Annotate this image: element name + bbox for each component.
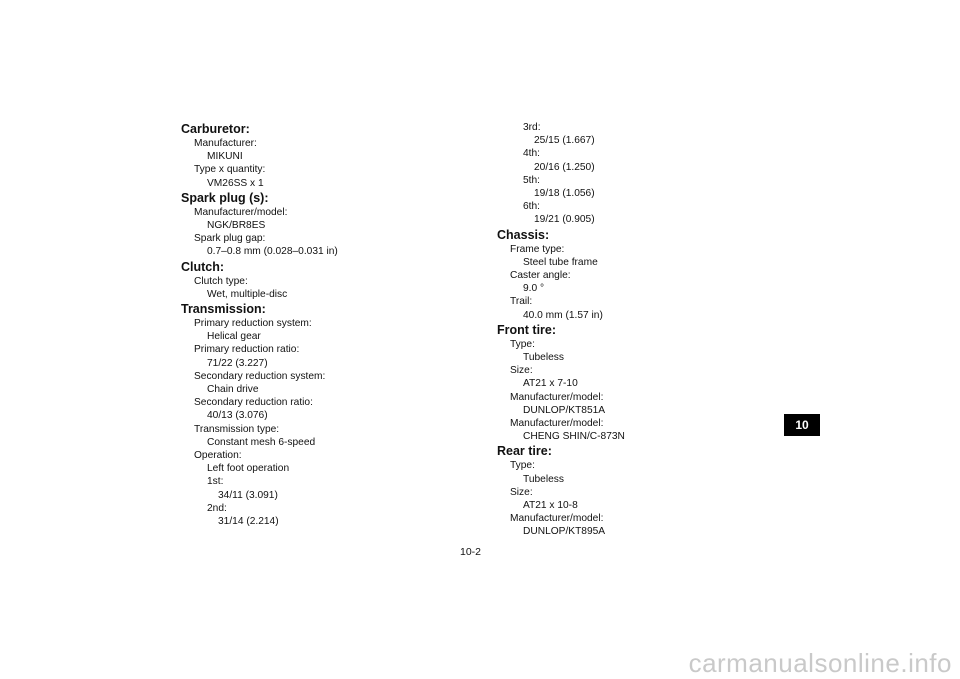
spec-label: Manufacturer/model:: [510, 513, 604, 525]
section-heading: Transmission:: [181, 302, 266, 317]
spec-value: MIKUNI: [207, 151, 243, 163]
section-heading: Clutch:: [181, 259, 225, 274]
spec-value: 25/15 (1.667): [534, 135, 595, 147]
spec-value: Helical gear: [207, 331, 261, 343]
spec-value: 6th:: [523, 201, 540, 213]
spec-value: Tubeless: [523, 473, 564, 485]
spec-value: 31/14 (2.214): [218, 516, 279, 528]
spec-label: Secondary reduction system:: [194, 370, 326, 382]
spec-value: 1st:: [207, 476, 224, 488]
spec-label: Manufacturer/model:: [510, 391, 604, 403]
spec-value: VM26SS x 1: [207, 177, 264, 189]
spec-value: CHENG SHIN/C-873N: [523, 431, 625, 443]
spec-label: Size:: [510, 486, 533, 498]
spec-value: 40.0 mm (1.57 in): [523, 309, 603, 321]
spec-value: 3rd:: [523, 122, 541, 133]
spec-value: NGK/BR8ES: [207, 220, 266, 232]
spec-label: Size:: [510, 365, 533, 377]
spec-value: 2nd:: [207, 502, 227, 514]
page-number: 10-2: [460, 546, 482, 558]
spec-value: 34/11 (3.091): [218, 489, 278, 501]
watermark: carmanualsonline.info: [688, 648, 952, 678]
spec-label: Frame type:: [510, 243, 565, 255]
spec-value: 19/21 (0.905): [534, 214, 595, 226]
spec-label: Transmission type:: [194, 423, 280, 435]
spec-label: Secondary reduction ratio:: [194, 397, 313, 409]
spec-label: Clutch type:: [194, 275, 248, 287]
section-heading: Front tire:: [497, 322, 557, 337]
spec-value: 5th:: [523, 174, 540, 186]
section-heading: Spark plug (s):: [181, 190, 269, 205]
spec-label: Caster angle:: [510, 270, 571, 282]
spec-value: 4th:: [523, 148, 540, 160]
spec-label: Type x quantity:: [194, 164, 266, 176]
spec-value: Left foot operation: [207, 463, 290, 475]
spec-column-right: [497, 121, 797, 539]
spec-value: 0.7–0.8 mm (0.028–0.031 in): [207, 246, 338, 258]
spec-value: Tubeless: [523, 352, 564, 364]
spec-value: DUNLOP/KT851A: [523, 404, 606, 416]
spec-value: 20/16 (1.250): [534, 161, 595, 173]
spec-label: Manufacturer:: [194, 138, 257, 149]
spec-value: AT21 x 7-10: [523, 378, 578, 390]
section-heading: Carburetor:: [181, 122, 250, 136]
spec-value: DUNLOP/KT895A: [523, 526, 606, 538]
spec-value: Constant mesh 6-speed: [207, 436, 316, 448]
spec-value: 9.0 °: [523, 283, 545, 295]
section-tab: 10: [784, 414, 820, 436]
spec-label: Type:: [510, 460, 535, 472]
spec-label: Manufacturer/model:: [510, 418, 604, 430]
spec-column-left: [181, 121, 481, 528]
section-heading: Chassis:: [497, 227, 550, 242]
section-heading: Rear tire:: [497, 444, 552, 459]
spec-label: Type:: [510, 338, 535, 350]
spec-label: Trail:: [510, 296, 533, 308]
spec-value: Wet, multiple-disc: [207, 288, 288, 300]
spec-label: Primary reduction system:: [194, 318, 312, 330]
spec-value: 19/18 (1.056): [534, 188, 595, 200]
spec-label: Spark plug gap:: [194, 233, 266, 245]
spec-value: AT21 x 10-8: [523, 500, 578, 512]
spec-value: Chain drive: [207, 384, 259, 396]
spec-value: 71/22 (3.227): [207, 357, 268, 369]
spec-label: Manufacturer/model:: [194, 206, 288, 218]
spec-value: 40/13 (3.076): [207, 410, 268, 422]
spec-label: Operation:: [194, 450, 242, 462]
spec-label: Primary reduction ratio:: [194, 344, 300, 356]
spec-value: Steel tube frame: [523, 256, 598, 268]
